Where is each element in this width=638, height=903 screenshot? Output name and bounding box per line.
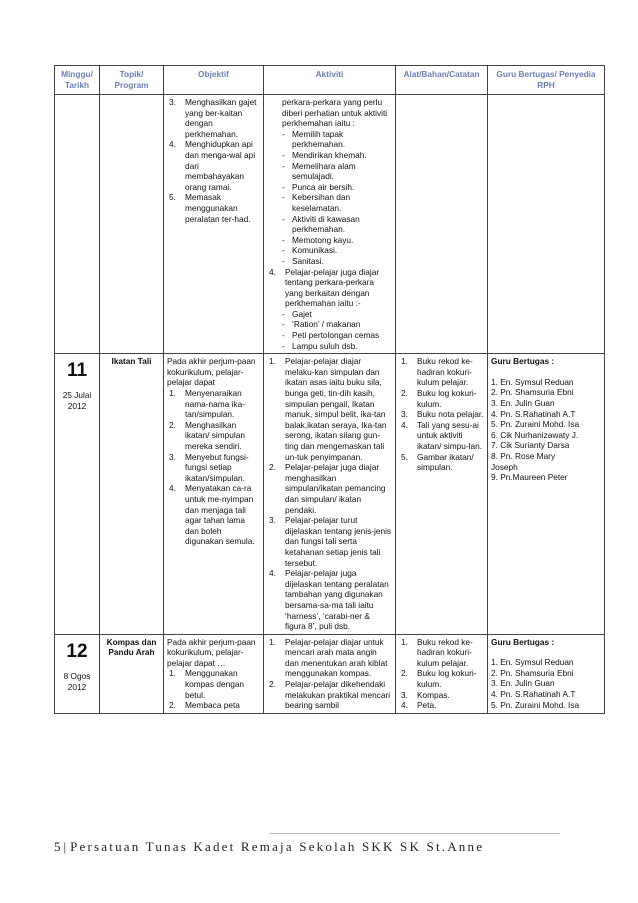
week-11-guru-list: [491, 377, 601, 483]
item-text: Memasak menggunakan peralatan ter-had.: [185, 192, 251, 224]
guru-name: 7. Cik Surianty Darsa: [491, 440, 570, 451]
guru-name: 2. Pn. Shamsuria Ebni: [491, 387, 574, 398]
item-text: Pelajar-pelajar diajar untuk mencari arah mata angin dan menentukan arah kiblat menggunakan kompas.: [285, 636, 388, 679]
dash-item: - Memilih tapak perkhemahan.: [292, 129, 392, 150]
item-text: Pelajar-pelajar juga dijelaskan tentang peralatan tambahan yang digunakan bersama-sa-ma tali iaitu ‘harness’, ‘carabi-ner & figura 8’, puli dsb.: [285, 568, 389, 632]
item-text: Buku nota pelajar.: [417, 409, 484, 420]
header-objektif: Objektif: [164, 66, 264, 95]
item-number: 2.: [269, 679, 276, 690]
item-number: 4.: [401, 700, 408, 711]
item-number: 4.: [401, 419, 408, 430]
page-footer: [54, 839, 574, 855]
week-11-cell: [55, 354, 100, 634]
dash-item: - Memelihara alam semulajadi.: [292, 161, 392, 182]
item-number: 2.: [169, 419, 176, 430]
guru-bertugas-title: Guru Bertugas :: [491, 356, 555, 367]
table-row-week-11: [55, 354, 605, 634]
list-item: [169, 668, 260, 700]
list-item: [269, 515, 392, 568]
item-number: 2.: [401, 388, 408, 399]
dash-item: - Sanitasi.: [292, 256, 392, 267]
list-item: [269, 568, 392, 632]
guru-name: 3. En. Julin Guan: [491, 678, 555, 689]
footer-text: Persatuan Tunas Kadet Remaja Sekolah SKK SK St.Anne: [70, 839, 485, 854]
item-number: 2.: [269, 462, 276, 473]
header-minggu: Minggu/ Tarikh: [55, 66, 100, 95]
dash-item: - Peti pertolongan cemas: [292, 330, 392, 341]
item-number: 1.: [269, 636, 276, 647]
week-number: 12: [66, 640, 88, 662]
item-text: Menghidupkan api dan menga-wal api dari membahayakan orang ramai.: [185, 139, 256, 192]
page-number: 5: [54, 839, 61, 854]
week-12-aktiviti-list: [267, 637, 392, 711]
item-text: Kompas.: [417, 689, 450, 700]
guru-name: 9. Pn.Maureen Peter: [491, 472, 568, 483]
item-text: Peta.: [417, 700, 437, 711]
objektif-intro: Pada akhir perjum-paan kokurikulum, pelajar-pelajar dapat: [167, 356, 256, 388]
cont-week-cell: [55, 95, 100, 354]
guru-name: Joseph: [491, 461, 518, 472]
item-text: Buku log kokuri-kulum.: [417, 388, 477, 409]
cont-topic-cell: [100, 95, 164, 354]
guru-name: 1. En. Symsul Reduan: [491, 376, 574, 387]
item-text: Menghasilkan ikatan/ simpulan mereka sendiri.: [185, 419, 245, 451]
week-11-guru-cell: [488, 354, 605, 634]
cont-objektif-list: [167, 97, 260, 224]
week-11-topic: Ikatan Tali: [100, 354, 164, 634]
item-text: Tali yang sesu-ai untuk aktiviti ikatan/ simpu-lan.: [417, 419, 483, 451]
week-11-aktiviti-list: [267, 356, 392, 631]
dash-item: - Komunikasi.: [292, 245, 392, 256]
item-text: Menyenaraikan nama-nama ika-tan/simpulan.: [185, 388, 245, 420]
week-12-guru-cell: [488, 634, 605, 713]
item-text: Buku rekod ke-hadiran kokuri-kulum pelajar.: [417, 636, 473, 668]
list-item: [401, 668, 484, 690]
item-number: 4.: [169, 483, 176, 494]
item-number: 1.: [269, 356, 276, 367]
cont-guru-cell: [488, 95, 605, 354]
item-text: Menyatakan ca-ra untuk me-nyimpan dan menjaga tali agar tahan lama dan boleh digunakan semula.: [185, 483, 255, 547]
list-item: [169, 483, 260, 547]
list-item: [269, 679, 392, 711]
lesson-plan-table: [54, 65, 605, 714]
guru-name: 2. Pn. Shamsuria Ebni: [491, 667, 574, 678]
dash-item: - Gajet: [292, 309, 392, 320]
week-11-alat-list: [399, 356, 484, 473]
item-number: 5.: [169, 192, 176, 203]
week-12-objektif-list: [167, 668, 260, 710]
guru-name: 4. Pn. S.Rahatinah A.T: [491, 689, 576, 700]
list-item: [169, 97, 260, 139]
item-number: 2.: [401, 668, 408, 679]
week-12-aktiviti-cell: [264, 634, 396, 713]
item-number: 3.: [169, 451, 176, 462]
list-item: [269, 356, 392, 462]
item-text: Pelajar-pelajar diajar melaku-kan simpulan dan ikatan asas iaitu buku sila, bunga geti, tin-dih kasih, simpulan pengail, Ikatan manuk, simpul belit, ika-tan balak,ikatan seraya, Ika-tan serong, ikatan silang gun-ting dan mengemaskan tali un-tuk penyimpanan.: [285, 356, 387, 462]
week-12-cell: [55, 634, 100, 713]
week-12-objektif-cell: [164, 634, 264, 713]
cont-aktiviti-dash-list: [267, 129, 392, 267]
cont-aktiviti-cell: [264, 95, 396, 354]
list-item: [401, 419, 484, 452]
item-text: Pelajar-pelajar juga diajar tentang perkara-perkara yang berkaitan dengan perkhemahan iaitu :-: [285, 266, 380, 309]
week-11-objektif-list: [167, 388, 260, 547]
header-alat: Alat/Bahan/Catatan: [396, 66, 488, 95]
list-item: [401, 356, 484, 388]
list-item: [169, 192, 260, 224]
list-item: [169, 419, 260, 452]
header-aktiviti: Aktiviti: [264, 66, 396, 95]
cont-objektif-cell: [164, 95, 264, 354]
item-text: Menggunakan kompas dengan betul.: [185, 668, 245, 700]
list-item: [169, 451, 260, 484]
header-row: [55, 66, 605, 95]
item-text: Menyebut fungsi-fungsi setiap ikatan/simpulan.: [185, 451, 249, 483]
dash-item: - Punca air bersih.: [292, 182, 392, 193]
item-text: Pelajar-pelajar dikehendaki melakukan praktikal mencari bearing sambil: [285, 679, 391, 711]
item-text: Buku rekod ke-hadiran kokuri-kulum pelajar.: [417, 356, 473, 388]
list-item: [269, 636, 392, 679]
header-guru: Guru Bertugas/ Penyedia RPH: [488, 66, 605, 95]
item-number: 4.: [169, 139, 176, 150]
dash-item: - ‘Ration’ / makanan: [292, 319, 392, 330]
list-item: [401, 451, 484, 473]
item-number: 3.: [401, 689, 408, 700]
guru-name: 5. Pn. Zuraini Mohd. Isa: [491, 699, 580, 710]
week-12-guru-list: [491, 657, 601, 710]
list-item: [169, 388, 260, 420]
objektif-intro: Pada akhir perjum-paan kokurikulum, pelajar-pelajar dapat …: [167, 636, 256, 668]
week-12-alat-cell: [396, 634, 488, 713]
list-item: [269, 462, 392, 515]
item-text: Membaca peta: [185, 700, 240, 711]
item-text: Gambar ikatan/ simpulan.: [417, 451, 474, 473]
cont-alat-cell: [396, 95, 488, 354]
week-11-aktiviti-cell: [264, 354, 396, 634]
dash-item: - Mendirikan khemah.: [292, 150, 392, 161]
header-topik: Topik/ Program: [100, 66, 164, 95]
item-text: Pelajar-pelajar juga diajar menghasilkan simpulan/ikatan pemancing dan simpulan/ ikatan pendaki.: [285, 462, 386, 515]
item-number: 3.: [401, 409, 408, 420]
item-number: 1.: [169, 668, 176, 679]
table-row-week-12: [55, 634, 605, 713]
cont-aktiviti-intro: perkara-perkara yang perlu diberi perhatian untuk aktiviti perkhemahan iaitu :: [282, 97, 388, 129]
dash-item: - Lampu suluh dsb.: [292, 341, 392, 352]
dash-item: - Aktiviti di kawasan perkhemahan.: [292, 214, 392, 235]
week-number: 11: [66, 360, 88, 382]
cont-aktiviti-4: [267, 267, 392, 309]
list-item: [401, 636, 484, 669]
footer-separator: |: [63, 839, 67, 854]
guru-name: 6. Cik Nurhanizawaty J.: [491, 429, 579, 440]
guru-name: 8. Pn. Rose Mary: [491, 451, 556, 461]
week-date: 25 Julai 2012: [62, 390, 92, 412]
item-number: 1.: [169, 388, 176, 399]
guru-name: 4. Pn. S.Rahatinah A.T: [491, 408, 576, 419]
footer-rule: [270, 833, 560, 834]
dash-item: - Kebersihan dan keselamatan.: [292, 192, 392, 213]
dash-item: - Memotong kayu.: [292, 235, 392, 246]
item-text: Buku log kokuri-kulum.: [417, 668, 477, 690]
item-number: 1.: [401, 356, 408, 367]
list-item: [401, 409, 484, 420]
list-item: [401, 689, 484, 701]
week-11-objektif-cell: [164, 354, 264, 634]
week-11-alat-cell: [396, 354, 488, 634]
item-number: 3.: [169, 97, 176, 107]
item-number: 4.: [269, 568, 276, 579]
guru-name: 5. Pn. Zuraini Mohd. Isa: [491, 419, 580, 430]
list-item: [169, 700, 260, 711]
item-number: 5.: [401, 451, 408, 462]
list-item: [169, 139, 260, 192]
week-12-alat-list: [399, 637, 484, 711]
item-text: Menghasilkan gajet yang ber-kaitan dengan perkhemahan.: [185, 97, 257, 139]
list-item: [401, 700, 484, 711]
guru-name: 3. En. Julin Guan: [491, 398, 555, 409]
cont-aktiviti-4-item: [269, 266, 392, 309]
item-number: 4.: [269, 266, 276, 277]
week-12-topic: Kompas dan Pandu Arah: [100, 634, 164, 713]
item-text: Pelajar-pelajar turut dijelaskan tentang jenis-jenis dan fungsi tali serta ketahanan setiap jenis tali tersebut.: [285, 515, 392, 568]
item-number: 1.: [401, 636, 408, 647]
table-row-continued: [55, 95, 605, 354]
cont-aktiviti-4-dash-list: [267, 309, 392, 351]
guru-bertugas-title: Guru Bertugas :: [491, 636, 555, 647]
list-item: [401, 388, 484, 409]
week-date: 8 Ogos 2012: [63, 670, 91, 692]
item-number: 2.: [169, 700, 176, 711]
guru-name: 1. En. Symsul Reduan: [491, 657, 574, 668]
item-number: 3.: [269, 515, 276, 526]
